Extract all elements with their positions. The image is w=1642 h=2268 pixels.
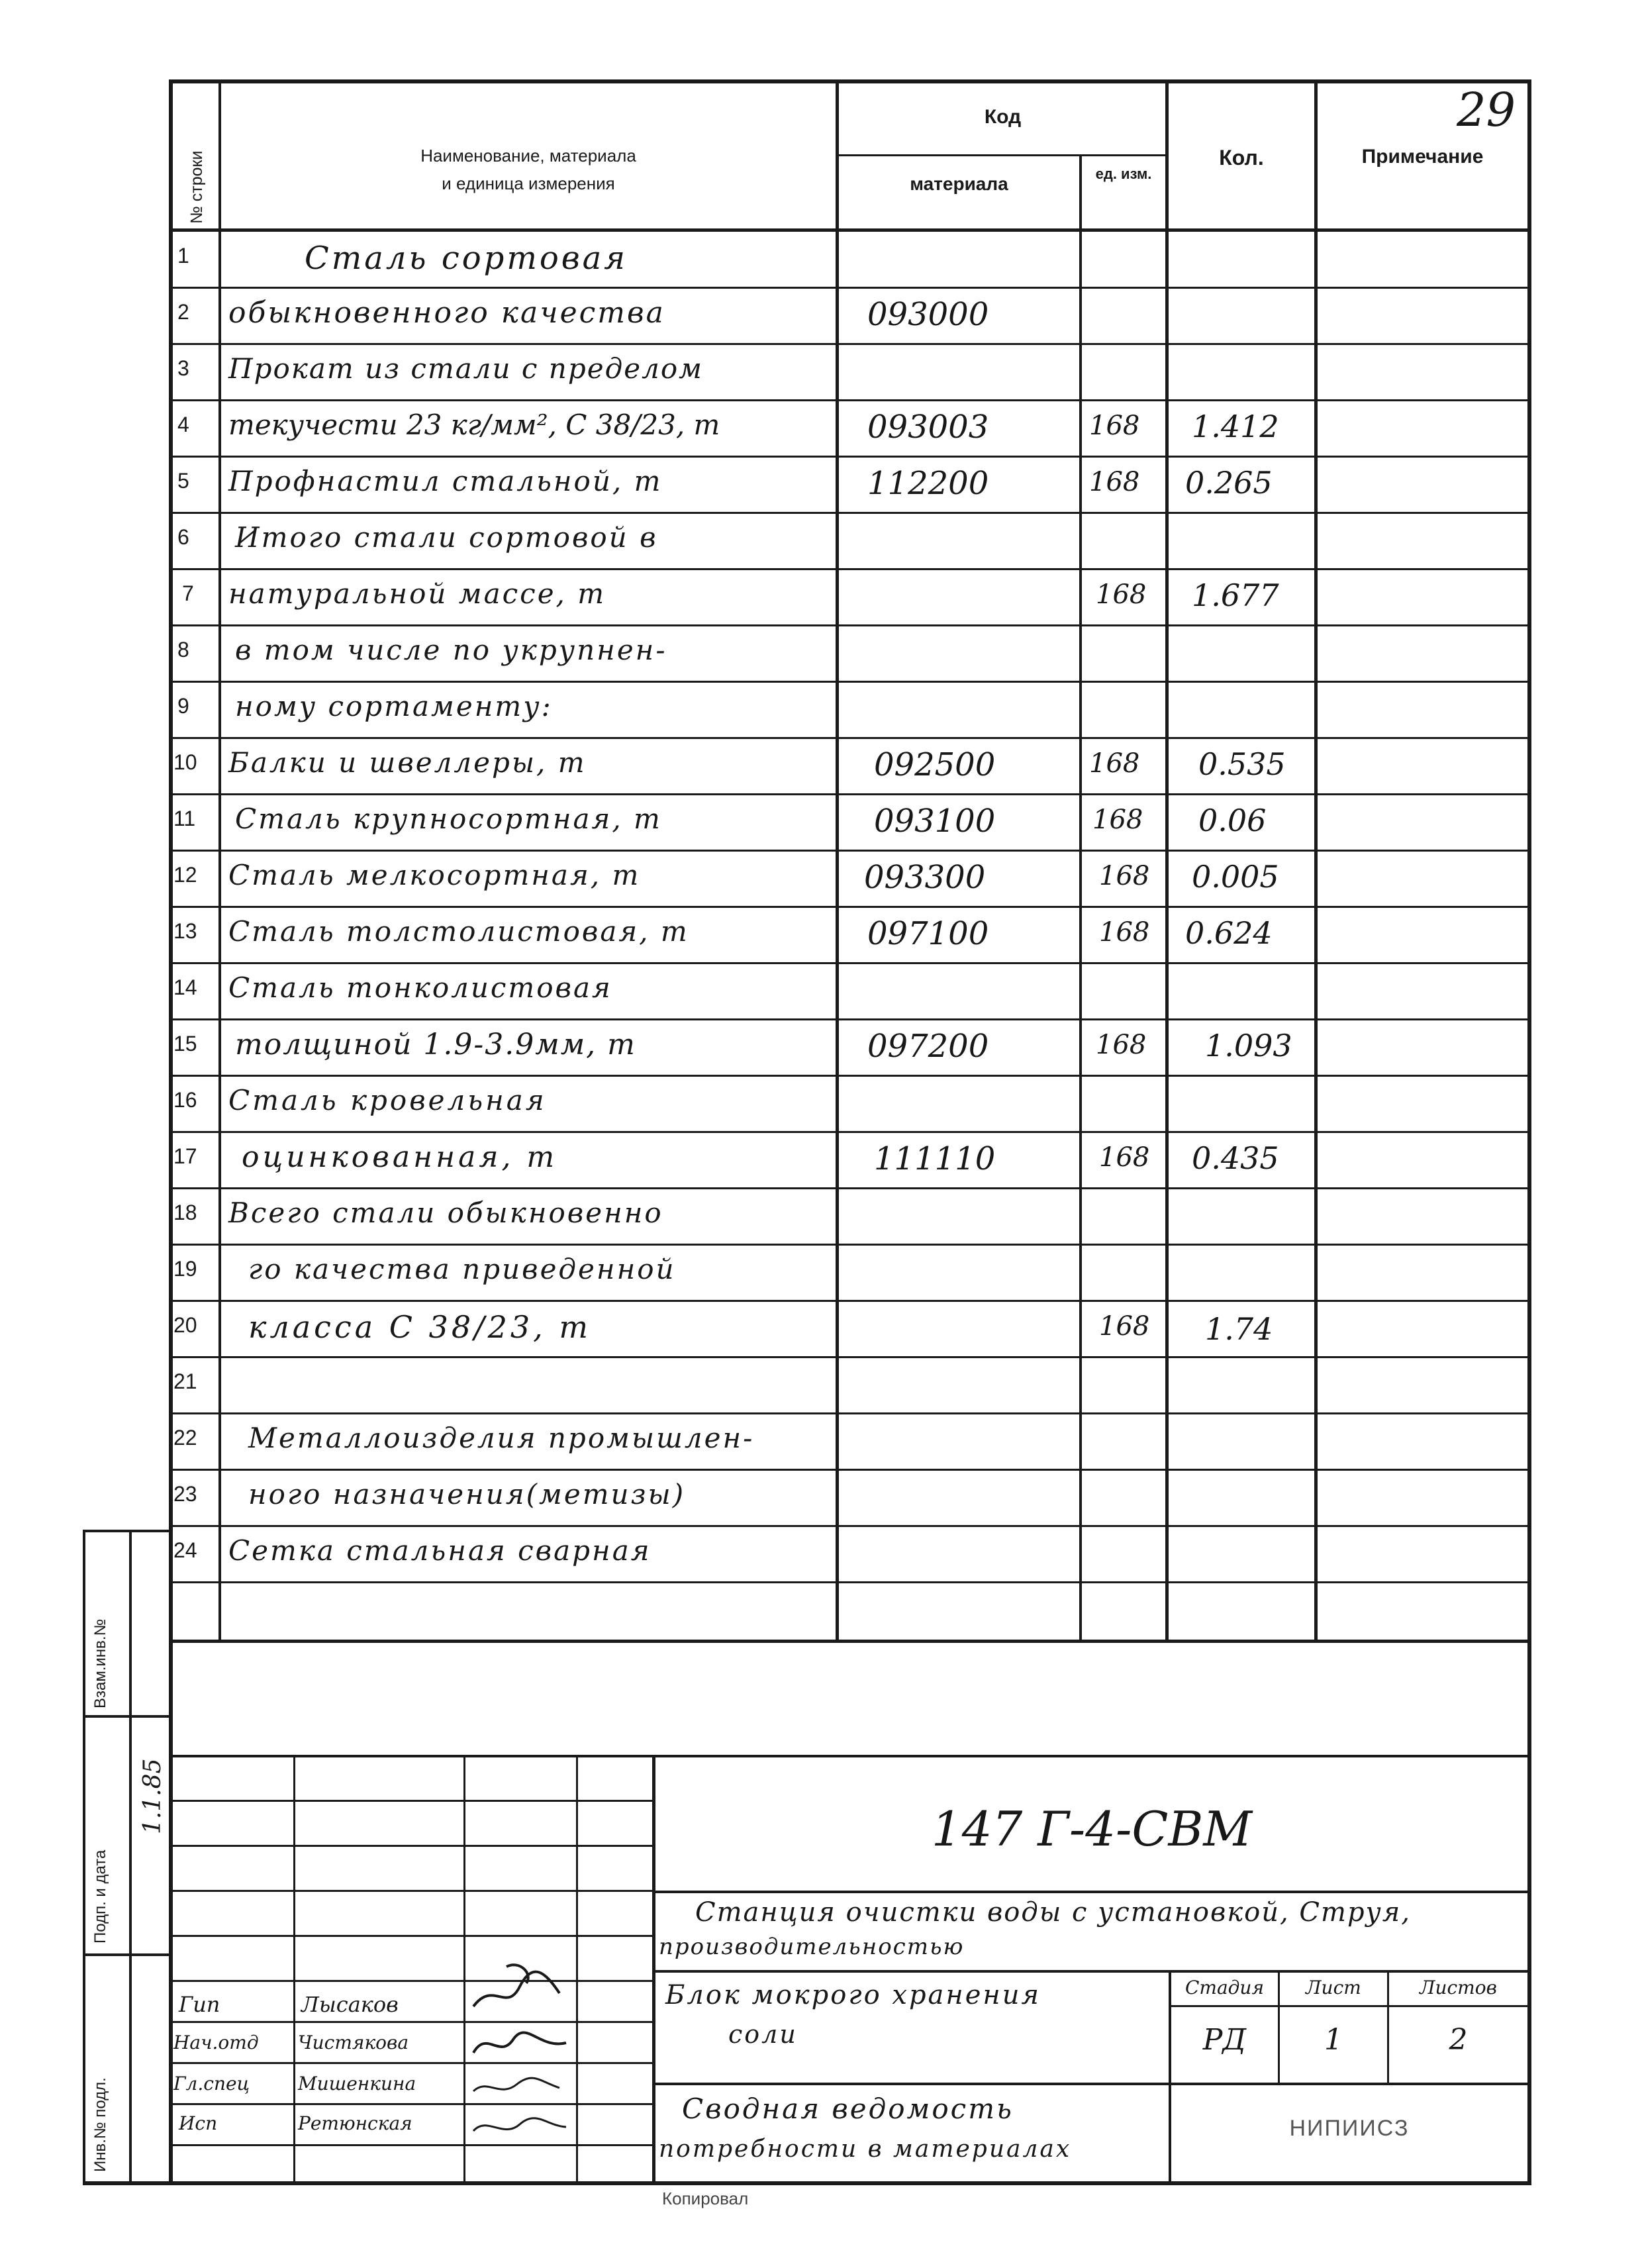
row-line bbox=[169, 737, 1531, 739]
row-unit: 168 bbox=[1099, 1142, 1150, 1173]
row-number: 14 bbox=[173, 975, 197, 999]
header-qty: Кол. bbox=[1219, 146, 1264, 170]
side-stamp-date: 1.1.85 bbox=[139, 1758, 166, 1834]
row-qty: 0.06 bbox=[1198, 803, 1267, 838]
row-number: 12 bbox=[173, 863, 197, 887]
row-code: 112200 bbox=[867, 465, 989, 502]
row-line bbox=[169, 343, 1531, 345]
row-line bbox=[169, 512, 1531, 514]
row-number: 6 bbox=[177, 525, 189, 549]
col-line-4 bbox=[1165, 79, 1169, 1642]
row-name: ного назначения(метизы) bbox=[248, 1478, 686, 1510]
person-role: Нач.отд bbox=[173, 2032, 259, 2053]
side-stamp-sep2 bbox=[83, 1953, 172, 1956]
row-line bbox=[169, 1300, 1531, 1302]
sig-row bbox=[169, 2062, 652, 2064]
side-stamp-left bbox=[83, 1530, 85, 2184]
row-name: Сталь кровельная bbox=[228, 1084, 547, 1116]
row-code: 092500 bbox=[874, 746, 996, 783]
header-name-line2: и единица измерения bbox=[442, 173, 615, 193]
row-line bbox=[169, 1581, 1531, 1583]
sig-row bbox=[169, 2144, 652, 2146]
row-qty: 1.412 bbox=[1192, 409, 1279, 444]
sig-row bbox=[169, 2103, 652, 2105]
side-stamp-vzam-inv: Взам.инв.№ bbox=[91, 1618, 109, 1708]
page-number: 29 bbox=[1457, 83, 1516, 137]
signature-gl-spec bbox=[467, 2065, 573, 2104]
row-qty: 0.624 bbox=[1185, 915, 1273, 951]
sig-row bbox=[169, 1890, 652, 1892]
sig-row bbox=[169, 1845, 652, 1847]
row-name: Балки и швеллеры, т bbox=[228, 746, 587, 779]
sheet-value: 1 bbox=[1324, 2023, 1343, 2057]
row-name: го качества приведенной bbox=[248, 1253, 676, 1285]
header-code: Код bbox=[984, 106, 1022, 128]
side-stamp-top bbox=[83, 1530, 172, 1532]
row-name: Сталь крупносортная, т bbox=[235, 803, 662, 835]
sheet-title-line1: Сводная ведомость bbox=[682, 2093, 1014, 2125]
person-name: Лысаков bbox=[301, 1992, 399, 2017]
row-number: 21 bbox=[173, 1369, 197, 1393]
row-line bbox=[169, 1469, 1531, 1471]
row-code: 093003 bbox=[867, 409, 989, 446]
row-number: 4 bbox=[177, 413, 189, 436]
row-name: Сетка стальная сварная bbox=[228, 1534, 652, 1567]
row-line bbox=[169, 1075, 1531, 1077]
stage-label: Стадия bbox=[1185, 1977, 1264, 1998]
header-note: Примечание bbox=[1361, 146, 1484, 168]
row-code: 097200 bbox=[867, 1028, 989, 1065]
sig-row bbox=[169, 1980, 652, 1982]
organization: НИПИИСЗ bbox=[1289, 2116, 1410, 2141]
row-number: 22 bbox=[173, 1426, 197, 1450]
sig-row bbox=[169, 2021, 652, 2023]
row-number: 24 bbox=[173, 1538, 197, 1562]
building-line2: соли bbox=[728, 2020, 798, 2049]
row-number: 18 bbox=[173, 1201, 197, 1224]
row-number: 13 bbox=[173, 919, 197, 943]
row-name: толщиной 1.9-3.9мм, т bbox=[235, 1028, 636, 1061]
row-code: 111110 bbox=[874, 1140, 996, 1177]
row-name: в том числе по укрупнен- bbox=[235, 634, 667, 666]
row-name: класса С 38/23, т bbox=[248, 1309, 592, 1345]
row-name: текучести 23 кг/мм², С 38/23, т bbox=[228, 409, 720, 441]
row-unit: 168 bbox=[1096, 1030, 1147, 1060]
row-line bbox=[169, 1412, 1531, 1414]
row-line bbox=[169, 1187, 1531, 1189]
row-line bbox=[169, 456, 1531, 458]
signature-nach-otd bbox=[467, 2023, 573, 2063]
row-unit: 168 bbox=[1089, 748, 1140, 779]
row-name: ному сортаменту: bbox=[235, 690, 553, 722]
row-line bbox=[169, 1131, 1531, 1133]
row-unit: 168 bbox=[1099, 1311, 1150, 1342]
row-name: обыкновенного качества bbox=[228, 296, 665, 330]
row-qty: 0.265 bbox=[1185, 465, 1273, 501]
building-line1: Блок мокрого хранения bbox=[665, 1980, 1041, 2010]
row-qty: 1.093 bbox=[1205, 1028, 1292, 1063]
person-name: Чистякова bbox=[298, 2032, 409, 2053]
side-stamp-inv-podl: Инв.№ подл. bbox=[91, 2077, 109, 2172]
row-line bbox=[169, 962, 1531, 964]
sig-row bbox=[169, 1935, 652, 1937]
sig-col-1 bbox=[293, 1755, 295, 2183]
row-name: Профнастил стальной, т bbox=[228, 465, 663, 497]
row-line bbox=[169, 287, 1531, 289]
sheet-label: Лист bbox=[1306, 1977, 1361, 1998]
row-line bbox=[169, 850, 1531, 852]
row-line bbox=[169, 906, 1531, 908]
row-number: 19 bbox=[173, 1257, 197, 1281]
row-unit: 168 bbox=[1092, 805, 1143, 835]
row-name: Итого стали сортовой в bbox=[235, 521, 658, 554]
header-code-material: материала bbox=[910, 173, 1008, 194]
person-name: Мишенкина bbox=[298, 2073, 416, 2095]
row-line bbox=[169, 1018, 1531, 1020]
stage-value: РД bbox=[1202, 2023, 1247, 2057]
row-line bbox=[169, 1525, 1531, 1527]
row-qty: 1.74 bbox=[1205, 1311, 1273, 1347]
header-bottom-line bbox=[169, 228, 1531, 232]
row-number: 11 bbox=[173, 807, 196, 830]
title-row-building bbox=[652, 1970, 1531, 1973]
row-qty: 1.677 bbox=[1192, 577, 1279, 613]
row-unit: 168 bbox=[1089, 411, 1140, 441]
person-role: Гл.спец bbox=[173, 2073, 250, 2095]
sheets-value: 2 bbox=[1449, 2023, 1468, 2057]
row-line bbox=[169, 1356, 1531, 1358]
project-line2: производительностью bbox=[659, 1934, 965, 1960]
row-name: Сталь тонколистовая bbox=[228, 971, 612, 1004]
row-code: 093300 bbox=[864, 859, 986, 896]
stage-row bbox=[1169, 2005, 1531, 2007]
title-row-code bbox=[652, 1891, 1531, 1893]
row-name: Сталь сортовая bbox=[305, 240, 628, 277]
stage-col-left bbox=[1169, 1970, 1171, 2183]
row-number: 1 bbox=[177, 244, 189, 268]
row-name: Сталь мелкосортная, т bbox=[228, 859, 641, 891]
row-number: 16 bbox=[173, 1088, 197, 1112]
row-number: 8 bbox=[177, 638, 189, 662]
col-line-1 bbox=[218, 79, 221, 1642]
row-name: Прокат из стали с пределом bbox=[228, 352, 703, 385]
side-stamp-mid bbox=[129, 1530, 132, 2184]
row-name: натуральной массе, т bbox=[228, 577, 606, 610]
sheets-label: Листов bbox=[1420, 1977, 1497, 1998]
frame-bottom-line bbox=[83, 2181, 1531, 2185]
row-line bbox=[169, 624, 1531, 626]
signature-isp bbox=[467, 2106, 573, 2145]
header-code-unit: ед. изм. bbox=[1095, 166, 1152, 182]
row-number: 5 bbox=[177, 469, 189, 493]
row-code: 093000 bbox=[867, 296, 989, 333]
row-number: 15 bbox=[173, 1032, 197, 1056]
person-role: Гип bbox=[179, 1992, 220, 2017]
row-code: 097100 bbox=[867, 915, 989, 952]
person-name: Ретюнская bbox=[298, 2112, 412, 2134]
title-row-sheet bbox=[652, 2083, 1531, 2085]
row-number: 20 bbox=[173, 1313, 197, 1337]
signature-gip bbox=[467, 1953, 573, 2020]
table-bottom-line bbox=[169, 1640, 1531, 1643]
title-block-top bbox=[169, 1755, 1531, 1757]
row-qty: 0.435 bbox=[1192, 1140, 1279, 1176]
side-stamp-podp-data: Подп. и дата bbox=[91, 1849, 109, 1944]
header-name-line1: Наименование, материала bbox=[420, 146, 636, 166]
frame-top-line bbox=[169, 79, 1531, 83]
person-role: Исп bbox=[179, 2112, 218, 2134]
row-qty: 0.535 bbox=[1198, 746, 1286, 782]
row-number: 9 bbox=[177, 694, 189, 718]
sheet-title-line2: потребности в материалах bbox=[659, 2136, 1072, 2163]
row-line bbox=[169, 568, 1531, 570]
sig-row bbox=[169, 1800, 652, 1802]
row-code: 093100 bbox=[874, 803, 996, 840]
col-line-2 bbox=[836, 79, 839, 1642]
row-unit: 168 bbox=[1099, 917, 1150, 948]
row-unit: 168 bbox=[1096, 579, 1147, 610]
row-name: Металлоизделия промышлен- bbox=[248, 1422, 755, 1454]
row-name: Сталь толстолистовая, т bbox=[228, 915, 689, 948]
row-name: Всего стали обыкновенно bbox=[228, 1197, 663, 1229]
row-line bbox=[169, 793, 1531, 795]
row-qty: 0.005 bbox=[1192, 859, 1279, 895]
side-stamp-sep1 bbox=[83, 1715, 172, 1718]
row-number: 2 bbox=[177, 300, 189, 324]
row-number: 23 bbox=[173, 1482, 197, 1506]
header-row-number: № строки bbox=[187, 150, 206, 224]
col-line-3 bbox=[1079, 156, 1082, 1642]
row-unit: 168 bbox=[1089, 467, 1140, 497]
col-line-5 bbox=[1314, 79, 1318, 1642]
doc-code: 147 Г-4-СВМ bbox=[931, 1801, 1253, 1857]
project-line1: Станция очистки воды с установкой, Струя, bbox=[695, 1897, 1411, 1928]
row-line bbox=[169, 1244, 1531, 1246]
row-number: 7 bbox=[182, 581, 194, 605]
row-line bbox=[169, 681, 1531, 683]
row-line bbox=[169, 399, 1531, 401]
row-name: оцинкованная, т bbox=[242, 1140, 558, 1174]
row-number: 10 bbox=[173, 750, 197, 774]
sig-col-3 bbox=[576, 1755, 578, 2183]
row-unit: 168 bbox=[1099, 861, 1150, 891]
header-code-divider bbox=[836, 154, 1167, 156]
row-number: 3 bbox=[177, 356, 189, 380]
sig-col-2 bbox=[463, 1755, 465, 2183]
row-number: 17 bbox=[173, 1144, 197, 1168]
footer-copied: Копировал bbox=[662, 2189, 749, 2208]
